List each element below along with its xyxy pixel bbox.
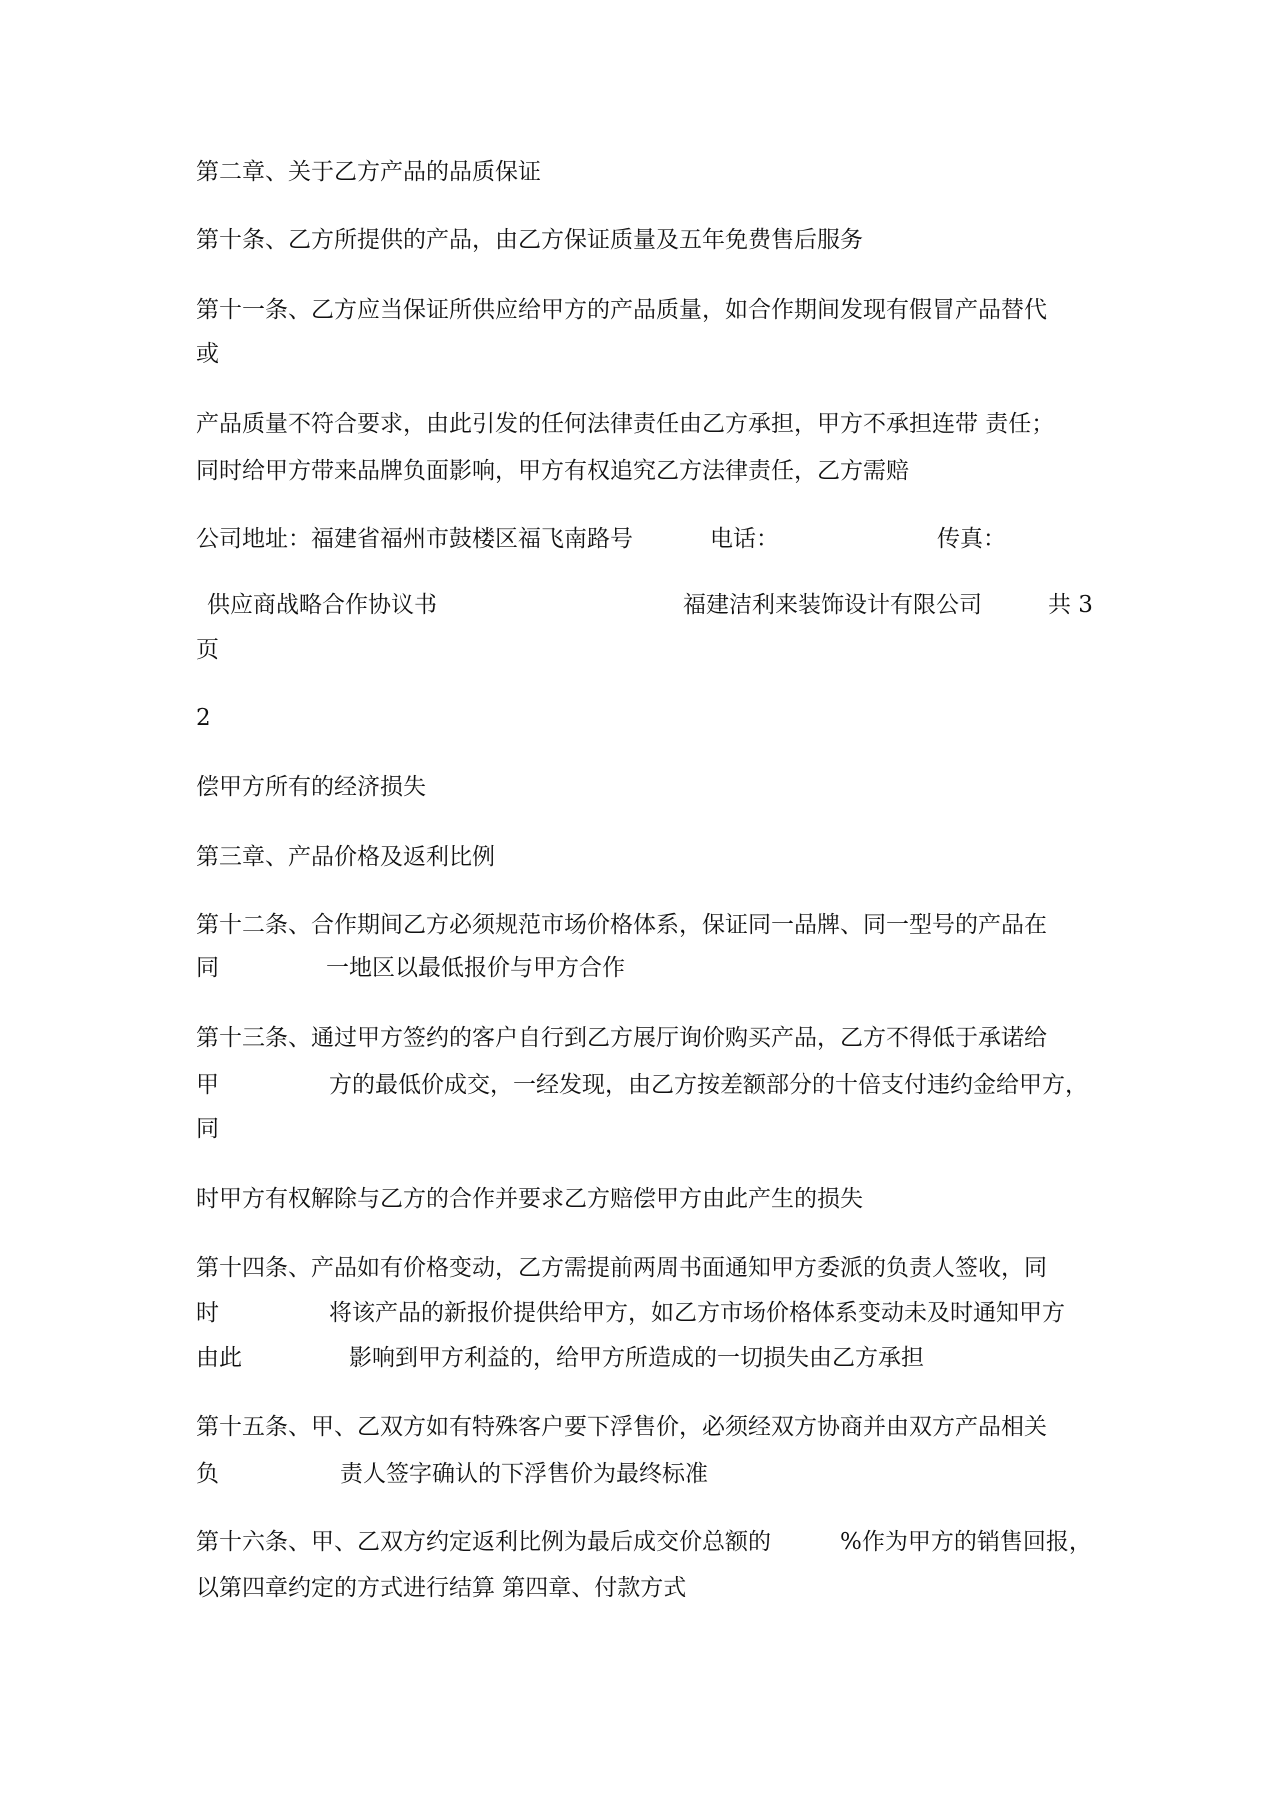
total-pages-unit: 页	[196, 637, 219, 663]
article-13-line-1: 第十三条、通过甲方签约的客户自行到乙方展厅询价购买产品，乙方不得低于承诺给	[196, 1025, 1047, 1051]
article-14-line-3	[196, 1344, 924, 1372]
company-address: 公司地址：福建省福州市鼓楼区福飞南路号	[196, 526, 633, 552]
article-15-line-2	[196, 1460, 708, 1488]
article-10: 第十条、乙方所提供的产品，由乙方保证质量及五年免费售后服务	[196, 227, 863, 253]
text-fragment: 将该产品的新报价提供给甲方，如乙方市场价格体系变动未及时通知甲方	[329, 1300, 1065, 1326]
total-pages: 共 3	[1048, 592, 1093, 618]
article-14-line-1: 第十四条、产品如有价格变动，乙方需提前两周书面通知甲方委派的负责人签收，同	[196, 1255, 1047, 1281]
article-13-line-3: 同	[196, 1116, 219, 1142]
article-12-line-2	[196, 954, 625, 982]
chapter-3-heading: 第三章、产品价格及返利比例	[196, 844, 495, 870]
text-fragment: %作为甲方的销售回报，	[840, 1529, 1092, 1555]
article-13-line-2	[196, 1071, 1088, 1099]
article-11-line-1: 第十一条、乙方应当保证所供应给甲方的产品质量，如合作期间发现有假冒产品替代	[196, 297, 1047, 323]
continued-text: 偿甲方所有的经济损失	[196, 774, 426, 800]
article-14-line-2	[196, 1299, 1065, 1327]
text-fragment: 方的最低价成交，一经发现，由乙方按差额部分的十倍支付违约金给甲方，	[329, 1072, 1088, 1098]
article-15-line-1: 第十五条、甲、乙双方如有特殊客户要下浮售价，必须经双方协商并由双方产品相关	[196, 1414, 1047, 1440]
article-11-line-2: 或	[196, 341, 219, 367]
text-fragment: 第十六条、甲、乙双方约定返利比例为最后成交价总额的	[196, 1529, 771, 1555]
article-11-line-4: 同时给甲方带来品牌负面影响，甲方有权追究乙方法律责任，乙方需赔	[196, 458, 909, 484]
text-fragment: 同	[196, 955, 219, 981]
text-fragment: 甲	[196, 1072, 219, 1098]
text-fragment: 负	[196, 1461, 219, 1487]
chapter-2-heading: 第二章、关于乙方产品的品质保证	[196, 159, 541, 185]
article-13-line-4: 时甲方有权解除与乙方的合作并要求乙方赔偿甲方由此产生的损失	[196, 1186, 863, 1212]
company-name: 福建洁利来装饰设计有限公司	[683, 592, 982, 618]
phone-label: 电话：	[710, 526, 779, 552]
article-16-line-2: 以第四章约定的方式进行结算 第四章、付款方式	[196, 1575, 687, 1601]
text-fragment: 由此	[196, 1345, 242, 1371]
footer-address-line	[196, 525, 1006, 553]
page-number: 2	[196, 705, 211, 731]
article-12-line-1: 第十二条、合作期间乙方必须规范市场价格体系，保证同一品牌、同一型号的产品在	[196, 912, 1047, 938]
article-11-line-3: 产品质量不符合要求，由此引发的任何法律责任由乙方承担，甲方不承担连带 责任；	[196, 411, 1055, 437]
text-fragment: 责人签字确认的下浮售价为最终标准	[340, 1461, 708, 1487]
text-fragment: 一地区以最低报价与甲方合作	[326, 955, 625, 981]
text-fragment: 影响到甲方利益的，给甲方所造成的一切损失由乙方承担	[349, 1345, 924, 1371]
article-16-line-1	[196, 1528, 1092, 1556]
fax-label: 传真：	[937, 526, 1006, 552]
document-title: 供应商战略合作协议书	[207, 592, 437, 618]
text-fragment: 时	[196, 1300, 219, 1326]
